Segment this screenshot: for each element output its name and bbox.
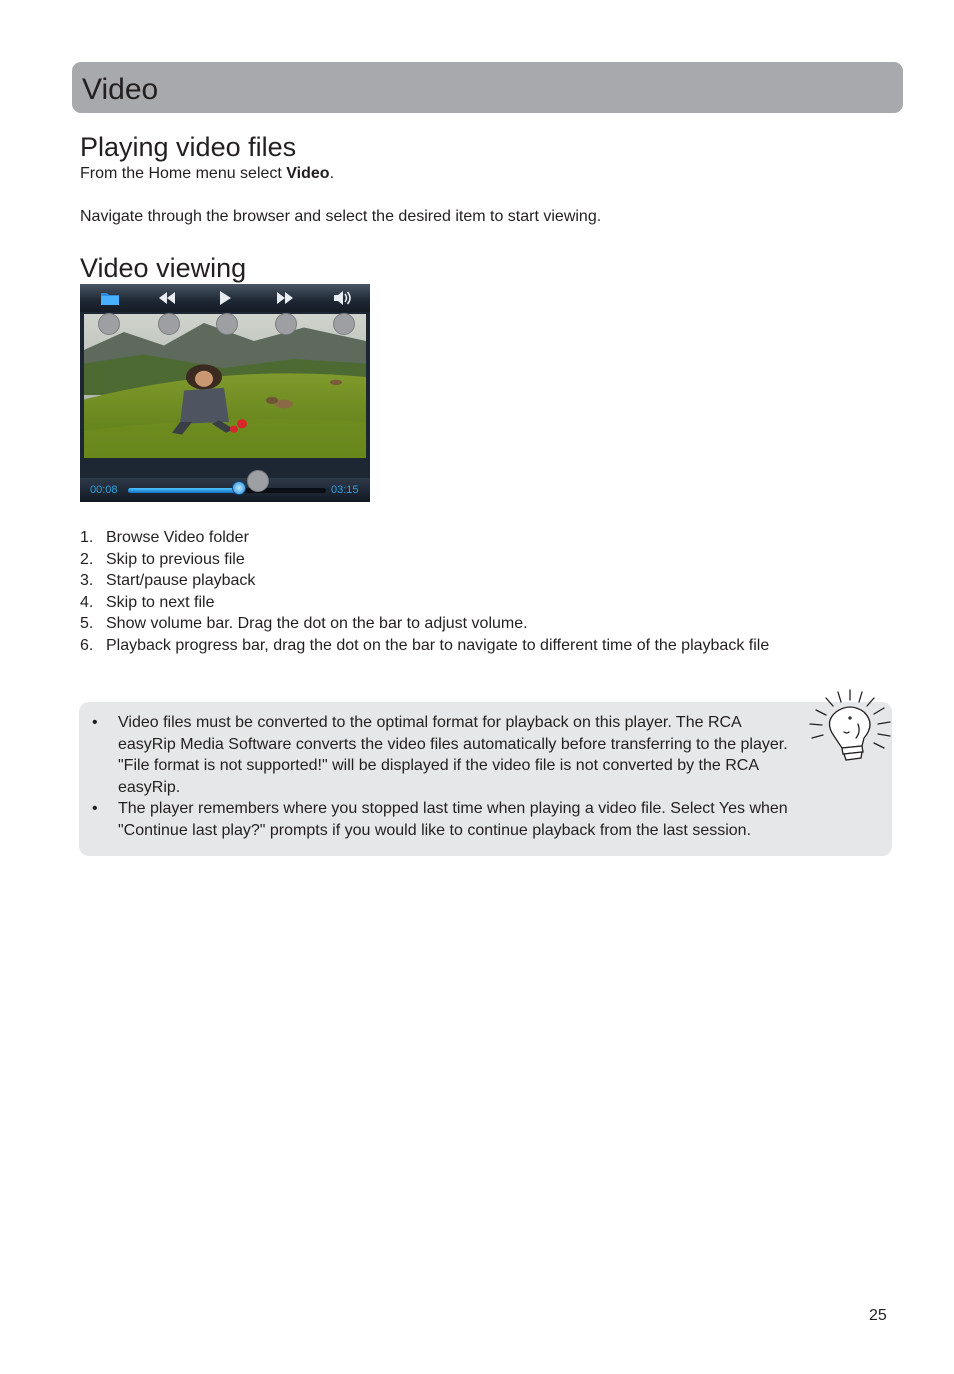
instruction-suffix: . bbox=[329, 165, 335, 182]
player-toolbar bbox=[80, 284, 370, 312]
step-text: Skip to previous file bbox=[106, 550, 245, 568]
step-text: Playback progress bar, drag the dot on the bar to navigate to different time of the playback file bbox=[106, 636, 770, 654]
step-text: Browse Video folder bbox=[106, 529, 249, 546]
tip-text: Video files must be converted to the optimal format for playback on this player. The RCA easyRip Media Software converts the video files automatically before transferring to the player. "File format is not supported!" will be displayed if the video file is not converted by the RCA easyRip. bbox=[118, 714, 788, 796]
play-icon[interactable] bbox=[215, 288, 235, 308]
step-text: Skip to next file bbox=[106, 593, 215, 611]
video-frame bbox=[84, 314, 366, 458]
progress-fill bbox=[128, 488, 239, 493]
step-number: 3. bbox=[80, 572, 94, 590]
volume-icon[interactable] bbox=[332, 288, 352, 308]
step-text: Show volume bar. Drag the dot on the bar to adjust volume. bbox=[106, 615, 528, 633]
bullet: • bbox=[92, 714, 98, 731]
instruction-text: From the Home menu select bbox=[80, 165, 287, 182]
callout-marker-6 bbox=[247, 470, 269, 492]
home-menu-instruction bbox=[80, 164, 334, 184]
section-header-bar bbox=[72, 62, 903, 113]
elapsed-time: 00:08 bbox=[90, 484, 118, 496]
fast-forward-icon[interactable] bbox=[275, 288, 295, 308]
step-number: 6. bbox=[80, 636, 94, 654]
callout-marker-2 bbox=[158, 313, 180, 335]
list-item bbox=[80, 613, 769, 635]
step-number: 1. bbox=[80, 529, 94, 546]
step-text: Start/pause playback bbox=[106, 572, 256, 590]
video-viewing-heading: Video viewing bbox=[80, 253, 247, 283]
step-number: 4. bbox=[80, 593, 94, 611]
list-item bbox=[79, 712, 798, 798]
steps-list bbox=[80, 527, 769, 657]
list-item bbox=[80, 527, 769, 549]
playing-video-heading: Playing video files bbox=[80, 132, 297, 162]
progress-knob[interactable] bbox=[232, 481, 246, 495]
progress-area bbox=[80, 478, 370, 502]
callout-marker-1 bbox=[98, 313, 120, 335]
tip-list bbox=[79, 712, 838, 841]
callout-marker-5 bbox=[333, 313, 355, 335]
bullet: • bbox=[92, 800, 98, 817]
folder-icon[interactable] bbox=[100, 288, 120, 308]
total-time: 03:15 bbox=[331, 484, 359, 496]
list-item bbox=[80, 570, 769, 592]
list-item bbox=[80, 592, 769, 614]
video-player-screenshot bbox=[80, 284, 370, 502]
callout-marker-4 bbox=[275, 313, 297, 335]
lightbulb-icon bbox=[806, 688, 894, 770]
list-item bbox=[80, 549, 769, 571]
step-number: 5. bbox=[80, 615, 94, 633]
progress-track[interactable] bbox=[128, 488, 326, 493]
callout-marker-3 bbox=[216, 313, 238, 335]
rewind-icon[interactable] bbox=[157, 288, 177, 308]
page-number: 25 bbox=[869, 1307, 887, 1324]
list-item bbox=[80, 635, 769, 657]
instruction-bold: Video bbox=[286, 165, 330, 182]
browse-instruction: Navigate through the browser and select the desired item to start viewing. bbox=[80, 208, 602, 225]
section-title: Video bbox=[82, 73, 159, 106]
step-number: 2. bbox=[80, 550, 94, 568]
tip-note-box bbox=[79, 702, 892, 856]
list-item bbox=[79, 798, 838, 841]
tip-text: The player remembers where you stopped last time when playing a video file. Select Yes when "Continue last play?" prompts if you would like to continue playback from the last session. bbox=[118, 800, 788, 839]
